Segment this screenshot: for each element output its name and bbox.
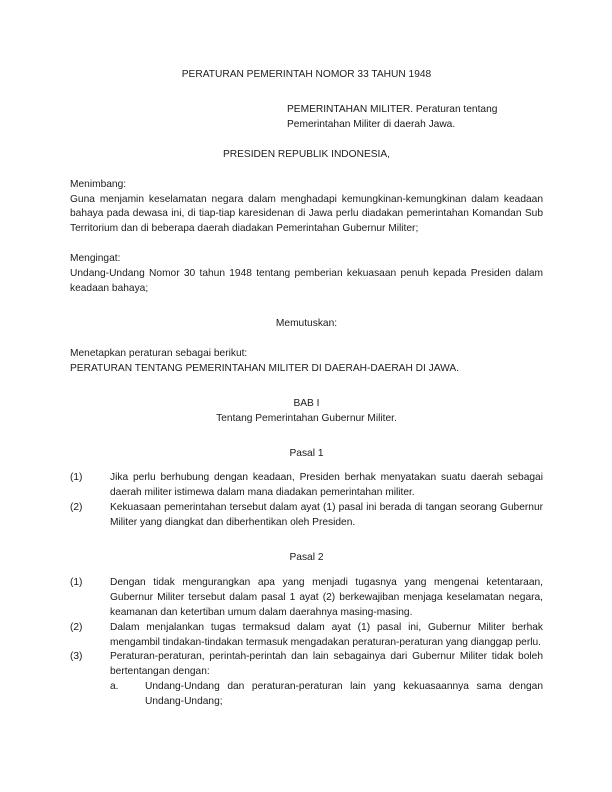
- clause-text: Kekuasaan pemerintahan tersebut dalam ayat (1) pasal ini berada di tangan seorang Gubernur Militer yang diangkat dan diberhentikan oleh Presiden.: [110, 502, 543, 529]
- subject-line-2: Pemerintahan Militer di daerah Jawa.: [287, 118, 456, 130]
- clause-text: Dengan tidak mengurangkan apa yang menjadi tugasnya yang mengenai ketentaraan, Gubernur Militer tersebut dalam pasal 1 ayat (2) berkewajiban menjaga keselamatan negara, keamanan dan ketertiban umum dalam daerahnya masing-masing.: [110, 576, 543, 618]
- article-heading: Pasal 1: [289, 447, 324, 459]
- document-subject: [287, 103, 543, 133]
- spacer: [70, 133, 543, 148]
- clause-text: Jika perlu berhubung dengan keadaan, Presiden berhak menyatakan suatu daerah sebagai daerah militer istimewa dalam mana diadakan pemerintahan militer.: [110, 472, 543, 499]
- clause-row: [70, 471, 543, 501]
- deciding-label: Memutuskan:: [275, 317, 338, 329]
- clause-number: (2): [70, 621, 83, 633]
- enacting-title: PERATURAN TENTANG PEMERINTAHAN MILITER DI DAERAH-DAERAH DI JAWA.: [70, 362, 460, 374]
- issuing-authority: PRESIDEN REPUBLIK INDONESIA,: [222, 148, 390, 160]
- clause-row: [70, 621, 543, 651]
- spacer: [70, 566, 543, 576]
- spacer: [70, 461, 543, 471]
- chapter-title: Tentang Pemerintahan Gubernur Militer.: [216, 412, 397, 424]
- considering-text: Guna menjamin keselamatan negara dalam menghadapi kemungkinan-kemungkinan dalam keadaan bahaya pada dewasa ini, di tiap-tiap karesidenan di Jawa perlu diadakan pemerintahan Komandan Sub Territorium dan di beberapa daerah diadakan Pemerintahan Gubernur Militer;: [70, 193, 543, 235]
- spacer: [70, 163, 543, 178]
- subclause-letter: a.: [110, 681, 119, 693]
- clause-number: (3): [70, 651, 83, 663]
- clause-number: (2): [70, 502, 83, 514]
- clause-text: Dalam menjalankan tugas termaksud dalam ayat (1) pasal ini, Gubernur Militer berhak mengambil tindakan-tindakan termasuk mengadakan peraturan-peraturan yang dianggap perlu.: [110, 621, 543, 648]
- article-heading: Pasal 2: [289, 552, 324, 564]
- recalling-label: Mengingat:: [70, 253, 121, 265]
- considering-label: Menimbang:: [70, 178, 127, 190]
- clause-text: Peraturan-peraturan, perintah-perintah dan lain sebagainya dari Gubernur Militer tidak boleh bertentangan dengan:: [110, 651, 543, 678]
- subclause-text: Undang-Undang dan peraturan-peraturan lain yang kekuasaannya sama dengan Undang-Undang;: [145, 681, 543, 708]
- document-title: PERATURAN PEMERINTAH NOMOR 33 TAHUN 1948: [181, 69, 432, 80]
- spacer: [70, 377, 543, 397]
- clause-row: [70, 501, 543, 531]
- subclause-row: [110, 680, 543, 710]
- spacer: [70, 332, 543, 347]
- chapter-number: BAB I: [293, 397, 320, 409]
- enacting-label: Menetapkan peraturan sebagai berikut:: [70, 347, 248, 359]
- spacer: [70, 83, 543, 103]
- spacer: [70, 297, 543, 317]
- spacer: [70, 237, 543, 252]
- clause-number: (1): [70, 472, 83, 484]
- clause-number: (1): [70, 576, 83, 588]
- document-content: [70, 68, 543, 710]
- subject-line-1: PEMERINTAHAN MILITER. Peraturan tentang: [287, 103, 498, 115]
- spacer: [70, 531, 543, 551]
- clause-row: [70, 650, 543, 680]
- recalling-text: Undang-Undang Nomor 30 tahun 1948 tentang pemberian kekuasaan penuh kepada Presiden dalam keadaan bahaya;: [70, 268, 543, 295]
- clause-row: [70, 576, 543, 621]
- spacer: [70, 427, 543, 447]
